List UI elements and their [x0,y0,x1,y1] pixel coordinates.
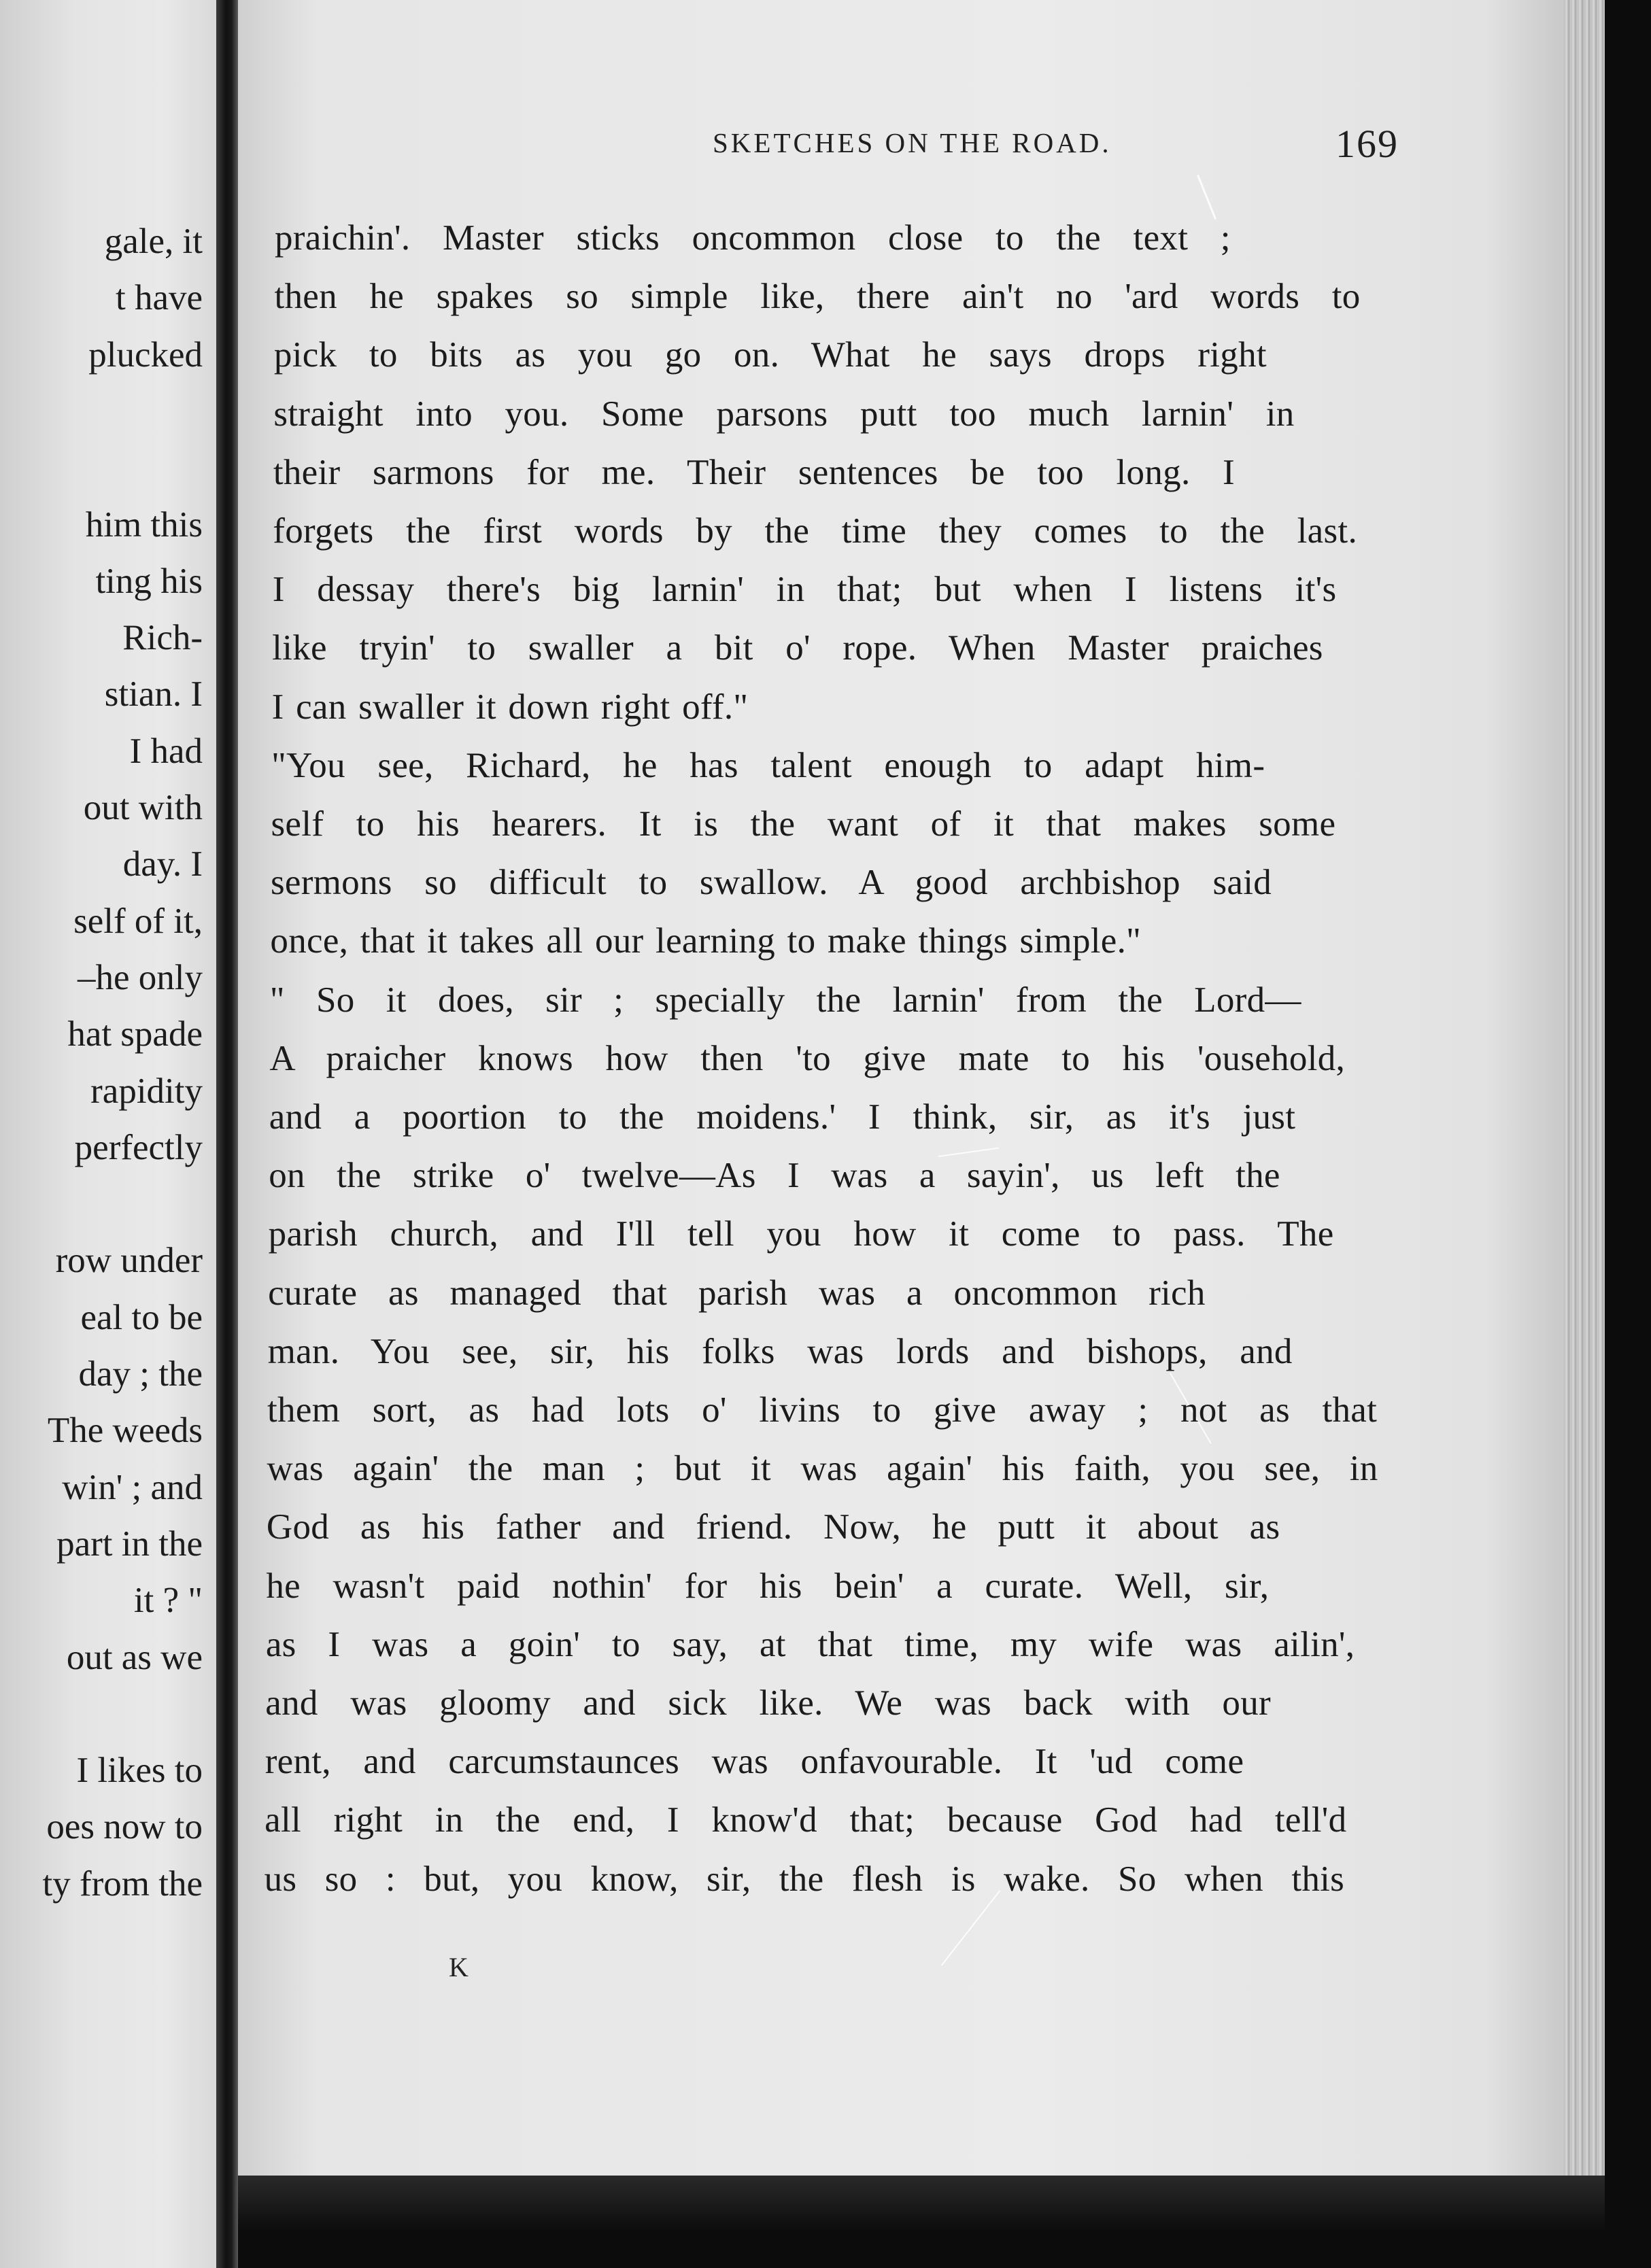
body-line: rent, and carcumstaunces was onfavourable. It 'ud come [265,1742,1244,1782]
signature-mark: K [449,1952,469,1982]
left-page-line: ting his [95,561,203,601]
page-number: 169 [1335,122,1399,166]
body-line: parish church, and I'll tell you how it come to pass. The [268,1214,1334,1254]
left-page-line: ty from the [42,1863,203,1904]
body-line: on the strike o' twelve—As I was a sayin', us left the [269,1156,1280,1196]
left-page-line: it ? " [133,1581,203,1621]
left-page-line: t have [115,278,203,318]
left-page-line: win' ; and [62,1467,203,1507]
left-page-line: self of it, [73,901,203,941]
left-page-line: stian. I [104,674,203,715]
body-line: A praicher knows how then 'to give mate to his 'ousehold, [269,1038,1346,1078]
left-page-line: day ; the [78,1354,203,1394]
left-page-line: The weeds [47,1411,203,1451]
body-line: them sort, as had lots o' livins to give away ; not as that [267,1390,1378,1430]
body-line: pick to bits as you go on. What he says drops right [273,335,1267,375]
page-edge-stack [1564,0,1605,2176]
scan-scratch [1197,175,1216,220]
body-line: " So it does, sir ; specially the larnin' from the Lord— [269,980,1301,1020]
body-line: was again' the man ; but it was again' his faith, you see, in [267,1449,1378,1489]
left-page-line: Rich- [122,618,203,658]
left-page-line: gale, it [104,222,203,261]
left-page-line: plucked [88,334,203,375]
left-page-fragment [0,0,216,2268]
left-page-line: eal to be [80,1297,203,1337]
body-line: their sarmons for me. Their sentences be too long. I [273,452,1235,492]
body-line: I dessay there's big larnin' in that; but when I listens it's [272,570,1337,610]
left-page-line: I had [129,731,203,771]
body-line: curate as managed that parish was a oncommon rich [268,1273,1206,1313]
body-line: sermons so difficult to swallow. A good archbishop said [270,863,1272,903]
left-page-line: out with [83,788,203,827]
body-line: as I was a goin' to say, at that time, my wife was ailin', [265,1624,1355,1664]
body-line: then he spakes so simple like, there ain't no 'ard words to [274,277,1361,317]
left-page-line: rapidity [90,1071,203,1111]
running-head: SKETCHES ON THE ROAD. [713,127,1112,158]
body-line: "You see, Richard, he has talent enough to adapt him- [271,745,1265,785]
left-page-line: I likes to [76,1751,203,1791]
body-line: self to his hearers. It is the want of it that makes some [271,804,1336,844]
body-line: praichin'. Master sticks oncommon close to the text ; [275,218,1231,258]
book-gutter [216,0,238,2268]
right-page [238,0,1564,2176]
left-page-line: hat spade [67,1014,203,1054]
body-line: us so : but, you know, sir, the flesh is wake. So when this [264,1859,1345,1899]
left-page-line: out as we [66,1637,203,1677]
left-page-line: row under [55,1241,203,1281]
body-line: all right in the end, I know'd that; because God had tell'd [265,1800,1347,1840]
left-page-line: him this [85,504,203,545]
left-page-line: –he only [78,957,203,997]
body-line: like tryin' to swaller a bit o' rope. When Master praiches [272,628,1323,668]
body-line: and was gloomy and sick like. We was back with our [265,1683,1271,1723]
body-line: straight into you. Some parsons putt too much larnin' in [273,394,1295,434]
left-page-line: part in the [56,1524,203,1564]
body-line: he wasn't paid nothin' for his bein' a curate. Well, sir, [266,1566,1270,1606]
body-line: forgets the first words by the time they comes to the last. [273,511,1358,551]
page-bottom-shadow [238,2176,1605,2268]
left-page-line: perfectly [74,1127,203,1167]
body-line: man. You see, sir, his folks was lords and bishops, and [267,1331,1293,1371]
body-line: I can swaller it down right off." [271,687,749,727]
body-line: once, that it takes all our learning to make things simple." [270,921,1142,961]
left-page-line: day. I [122,844,203,884]
body-line: God as his father and friend. Now, he putt it about as [266,1507,1280,1547]
scan-scratch [941,1890,1001,1966]
left-page-line: oes now to [46,1807,203,1847]
body-line: and a poortion to the moidens.' I think, sir, as it's just [269,1097,1296,1137]
